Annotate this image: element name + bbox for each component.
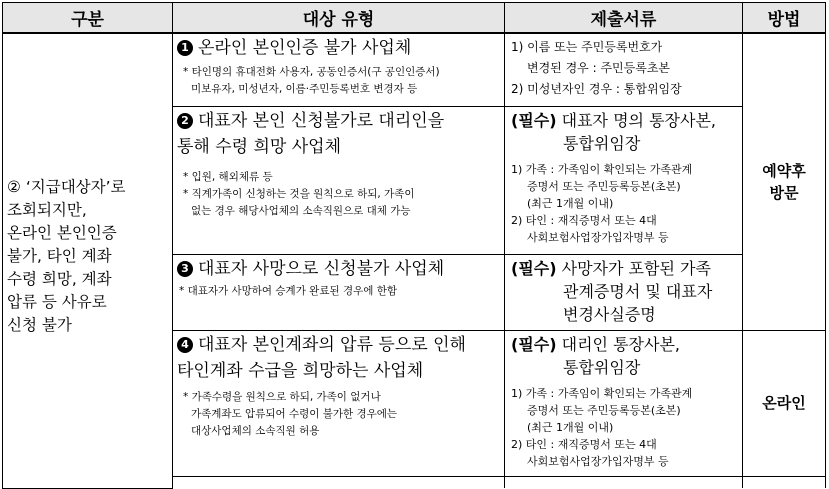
- docs-items: [505, 34, 742, 100]
- required-label: (필수): [511, 334, 557, 354]
- note-line: 미보유자, 미성년자, 이름·주민등록번호 변경자 등: [191, 83, 418, 95]
- doc-item: (최근 1개월 이내): [527, 196, 614, 210]
- type-notes: [173, 60, 504, 98]
- required-text: 관계증명서 및 대표자: [563, 281, 713, 301]
- note-line: * 대표자가 사망하여 승계가 완료된 경우에 한함: [179, 284, 397, 297]
- number-badge: 1: [177, 40, 193, 56]
- required-text: 통합위임장: [563, 133, 641, 153]
- required-text: 사망자가 포함된 가족: [561, 258, 711, 278]
- category-line: ② ‘지급대상자’로: [7, 178, 126, 196]
- doc-item: 2) 타인 : 재직증명서 또는 4대: [511, 213, 657, 227]
- number-badge: 2: [177, 113, 193, 129]
- doc-item: 1) 가족 : 가족임이 확인되는 가족관계: [511, 162, 693, 176]
- type-notes: [173, 159, 504, 220]
- type-title-text: 온라인 본인인증 불가 사업체: [198, 38, 412, 58]
- docs-content: [505, 255, 742, 326]
- table-row: [3, 33, 826, 106]
- header-category: 구분: [3, 3, 173, 34]
- doc-item: 사회보험사업장가입자명부 등: [527, 454, 669, 468]
- type-cell: [173, 106, 505, 254]
- required-text: 변경사실증명: [563, 304, 656, 324]
- docs-content: [505, 107, 742, 246]
- doc-item: (최근 1개월 이내): [527, 420, 614, 434]
- method-line: 방문: [769, 183, 799, 202]
- category-line: 조회되지만,: [7, 201, 87, 219]
- required-label: (필수): [511, 258, 557, 278]
- type-cell-cut: [173, 476, 505, 488]
- note-line: * 입원, 해외체류 등: [183, 170, 273, 183]
- type-title: [173, 255, 504, 281]
- docs-content: [505, 331, 742, 470]
- note-line: * 직계가족이 신청하는 것을 원칙으로 하되, 가족이: [183, 187, 415, 200]
- header-docs: 제출서류: [505, 3, 743, 34]
- type-title-text: 대표자 사망으로 신청불가 사업체: [198, 258, 445, 279]
- doc-required: [511, 109, 738, 132]
- method-cell-cut: [743, 476, 826, 488]
- type-title: [173, 107, 504, 133]
- method-line: 예약후: [762, 161, 806, 180]
- docs-cell: [505, 254, 743, 330]
- category-line: 압류 등 사유로: [7, 293, 107, 311]
- type-title-cont: 타인계좌 수급을 희망하는 사업체: [177, 360, 424, 381]
- header-row: [3, 3, 826, 34]
- type-cell: [173, 33, 505, 106]
- type-title: [173, 34, 504, 60]
- category-line: 온라인 본인인증: [7, 224, 117, 242]
- category-cell: [3, 33, 173, 488]
- method-cell-visit: [743, 33, 826, 330]
- note-line: 가족계좌도 압류되어 수령이 불가한 경우에는: [191, 407, 398, 420]
- header-type: 대상 유형: [173, 3, 505, 34]
- note-line: * 타인명의 휴대전화 사용자, 공동인증서(구 공인인증서): [183, 66, 440, 78]
- type-title-text: 대표자 본인계좌의 압류 등으로 인해: [198, 334, 466, 355]
- required-text: 통합위임장: [563, 357, 641, 377]
- type-title-cont: 통해 수령 희망 사업체: [177, 136, 342, 157]
- docs-cell-cut: [505, 476, 743, 488]
- header-method: 방법: [743, 3, 826, 34]
- category-line: 불가, 타인 계좌: [7, 247, 112, 265]
- method-cell-online: 온라인: [743, 330, 826, 476]
- doc-item: 변경된 경우 : 주민등록초본: [527, 61, 670, 75]
- type-cell: [173, 254, 505, 330]
- docs-cell: [505, 106, 743, 254]
- type-notes: [173, 281, 504, 300]
- type-title: [173, 331, 504, 357]
- doc-item: 2) 타인 : 재직증명서 또는 4대: [511, 437, 657, 451]
- doc-required: [511, 257, 738, 280]
- required-label: (필수): [511, 110, 557, 130]
- docs-cell: [505, 33, 743, 106]
- doc-item: 2) 미성년자인 경우 : 통합위임장: [511, 82, 682, 96]
- docs-cell: [505, 330, 743, 476]
- type-title-text: 대표자 본인 신청불가로 대리인을: [198, 110, 445, 131]
- number-badge: 4: [177, 337, 193, 353]
- note-line: 없는 경우 해당사업체의 소속직원으로 대체 가능: [191, 204, 411, 217]
- doc-item: 1) 가족 : 가족임이 확인되는 가족관계: [511, 386, 693, 400]
- doc-item: 1) 이름 또는 주민등록번호가: [511, 40, 663, 54]
- doc-item: 사회보험사업장가입자명부 등: [527, 230, 669, 244]
- required-text: 대표자 명의 통장사본,: [561, 110, 717, 130]
- doc-required: [511, 333, 738, 356]
- required-text: 대리인 통장사본,: [561, 334, 681, 354]
- number-badge: 3: [177, 261, 193, 277]
- note-line: * 가족수령을 원칙으로 하되, 가족이 없거나: [183, 390, 381, 403]
- category-line: 신청 불가: [7, 316, 72, 334]
- type-notes: [173, 383, 504, 440]
- note-line: 대상사업체의 소속직원 허용: [191, 424, 320, 437]
- category-line: 수령 희망, 계좌: [7, 270, 112, 288]
- submission-table: [2, 2, 826, 489]
- doc-item: 증명서 또는 주민등록등본(초본): [527, 403, 681, 417]
- type-cell: [173, 330, 505, 476]
- doc-item: 증명서 또는 주민등록등본(초본): [527, 179, 681, 193]
